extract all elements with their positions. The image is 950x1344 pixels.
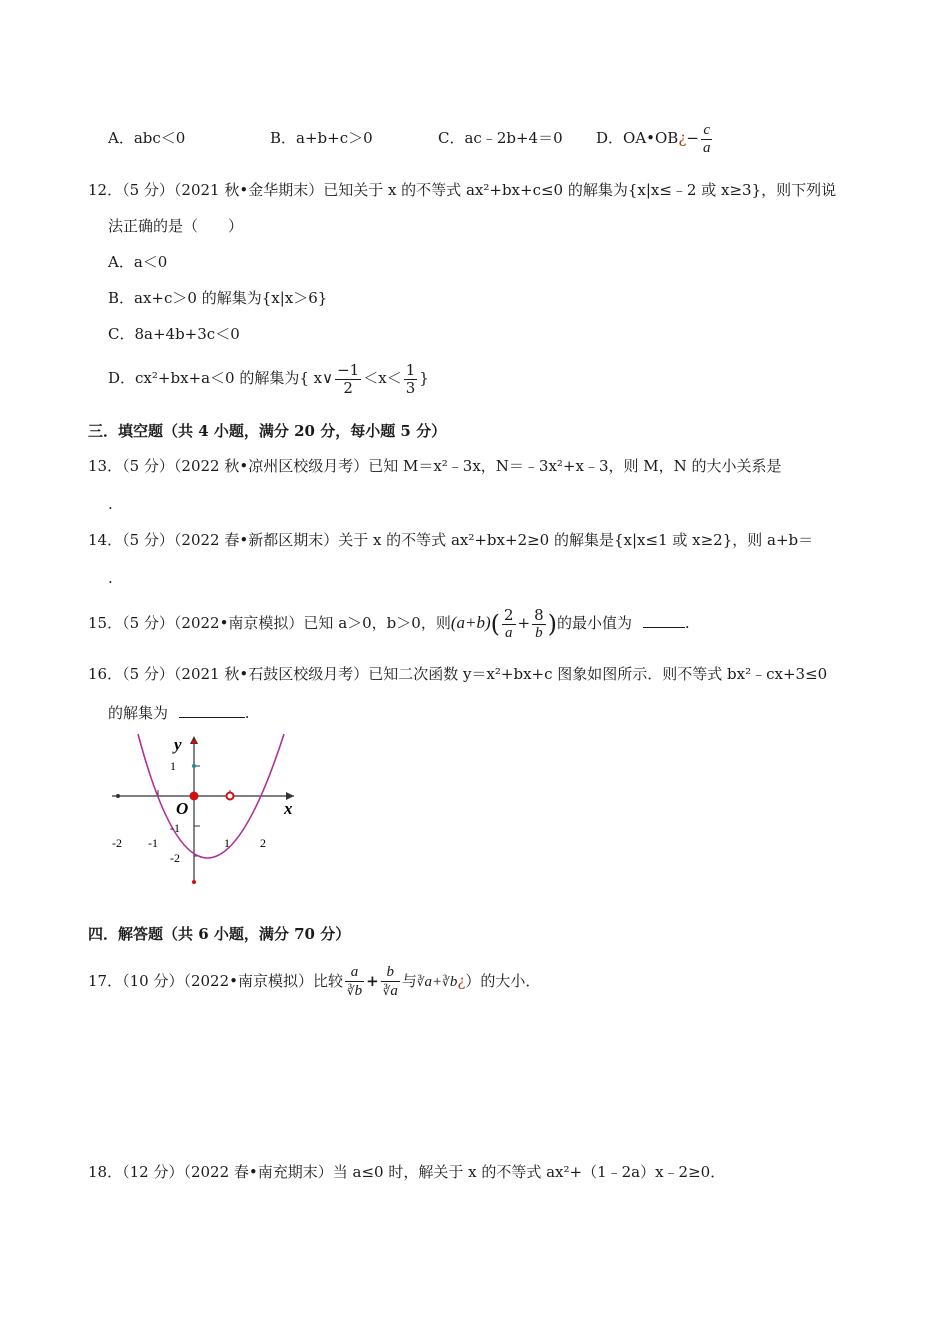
y-tick-label-neg2: -2 [170,851,180,865]
q17-num1: a [345,964,364,982]
q17-fraction2 [381,964,400,1000]
q11-option-a: A．abc＜0 [108,129,186,147]
q17-stem: 17．（10 分）（2022•南京模拟）比较 $\frac{a}{∛b}$ + $\frac{b}{∛a}$ 与∛a+∛b¿）的大小． [88,964,541,999]
q16-answer-blank[interactable] [179,703,245,718]
x-axis-label: x [284,799,293,818]
x-tick-label-1: 1 [224,836,230,850]
q15-den2: b [535,624,543,641]
q12-d-fraction1 [335,362,361,397]
x-tick-label-2: 2 [260,836,266,850]
x-tick-label-neg2: -2 [112,836,122,850]
q11-option-d [596,120,714,157]
q11-option-b: B．a+b+c＞0 [270,129,373,147]
y-intercept-marker [192,764,196,768]
y-tick-label-1: 1 [170,759,176,773]
q17-expr: a+ [424,974,443,990]
x-tick-label-neg1: -1 [148,836,158,850]
q16-line2-text: 的解集为 [108,704,169,722]
q12-d-den1: 2 [343,378,353,397]
q13-stem-line2: . [108,495,113,513]
q13-stem-line1: 13．（5 分）（2022 秋•凉州区校级月考）已知 M＝x²﹣3x，N＝﹣3x²+x﹣3，则 M，N 的大小关系是 [88,457,782,475]
x-left-marker [116,794,120,798]
y-tick-label-neg1: -1 [170,821,180,835]
q14-stem-line2: . [108,569,113,587]
q17-suffix: ）的大小． [465,972,541,990]
q15-plus: + [517,614,531,632]
q12-d-mid: ＜x＜ [363,369,402,387]
q17-prefix: 17．（10 分）（2022•南京模拟）比较 [88,972,343,990]
q12-option-a: A．a＜0 [108,253,168,271]
origin-point [190,792,199,801]
q17-num2: b [381,964,400,982]
q17-mid: 与 [401,972,417,990]
q17-expr2: b [449,974,458,990]
y-top-marker [192,740,196,744]
q12-stem-line2: 法正确的是（ ） [108,217,244,235]
section-4-heading: 四．解答题（共 6 小题，满分 70 分） [88,925,351,943]
q12-option-c: C．8a+4b+3c＜0 [108,325,240,343]
q17-den2: ∛a [382,983,398,999]
q12-stem-line1: 12．（5 分）（2021 秋•金华期末）已知关于 x 的不等式 ax²+bx+c≤0 的解集为{x|x≤﹣2 或 x≥3}，则下列说 [88,181,837,199]
q12-d-fraction2 [404,362,418,397]
q12-d-prefix: D．cx²+bx+a＜0 的解集为{ x∨ [108,369,334,387]
q17-fraction1 [345,964,364,1000]
q11-option-c: C．ac﹣2b+4＝0 [438,129,563,147]
q18-stem: 18．（12 分）（2022 春•南充期末）当 a≤0 时，解关于 x 的不等式 ax²+（1﹣2a）x﹣2≥0． [88,1163,726,1181]
q14-stem-line1: 14．（5 分）（2022 春•新都区期末）关于 x 的不等式 ax²+bx+2≥0 的解集是{x|x≤1 或 x≥2}，则 a+b＝ [88,531,814,549]
origin-label: O [176,799,189,818]
q15-num2: 8 [534,605,544,624]
q15-answer-blank[interactable] [643,613,685,628]
q16-stem-line2 [108,703,250,723]
q17-den2-var: a [390,983,398,999]
y-bottom-marker [192,880,196,884]
q11-d-minus: − [686,129,699,147]
q17-glyph: ¿ [457,972,466,990]
q12-option-d [108,358,429,398]
root-point [227,793,234,800]
q15-fraction1 [502,607,516,642]
q11-d-num: c [701,122,713,140]
q15-prefix: 15．（5 分）（2022•南京模拟）已知 a＞0，b＞0，则 [88,614,451,632]
q15-expr-ab: (a+b) [450,613,491,632]
q15-stem: 15．（5 分）（2022•南京模拟）已知 a＞0，b＞0，则(a+b)( $\frac{2}{a}$ + $\frac{8}{b}$ )的最小值为 . [88,605,690,641]
q17-plus: + [366,972,379,990]
q15-num1: 2 [504,605,514,624]
q12-d-den2: 3 [405,378,416,397]
q12-d-num2: 1 [405,360,416,379]
q11-d-den: a [702,139,711,156]
q17-den1: ∛b [346,983,363,999]
q11-d-fraction [701,122,713,157]
q16-stem-line1: 16．（5 分）（2021 秋•石鼓区校级月考）已知二次函数 y＝x²+bx+c 图象如图所示．则不等式 bx²﹣cx+3≤0 [88,665,828,683]
q11-d-prefix: D．OA•OB [596,129,679,147]
q15-suffix: 的最小值为 [557,614,633,632]
q15-end: . [684,614,690,632]
q17-den1-var: b [354,983,363,999]
q16-end: . [244,704,250,722]
q16-parabola-graph [108,732,308,892]
q11-d-glyph: ¿ [678,129,687,147]
section-3-heading: 三．填空题（共 4 小题，满分 20 分，每小题 5 分） [88,422,447,440]
q12-option-b: B．ax+c＞0 的解集为{x|x＞6} [108,289,328,307]
q12-d-suffix: } [419,369,429,387]
y-axis-label: y [174,735,182,754]
q15-den1: a [505,624,513,641]
q12-d-num1: −1 [337,360,360,379]
q15-fraction2 [532,607,546,642]
